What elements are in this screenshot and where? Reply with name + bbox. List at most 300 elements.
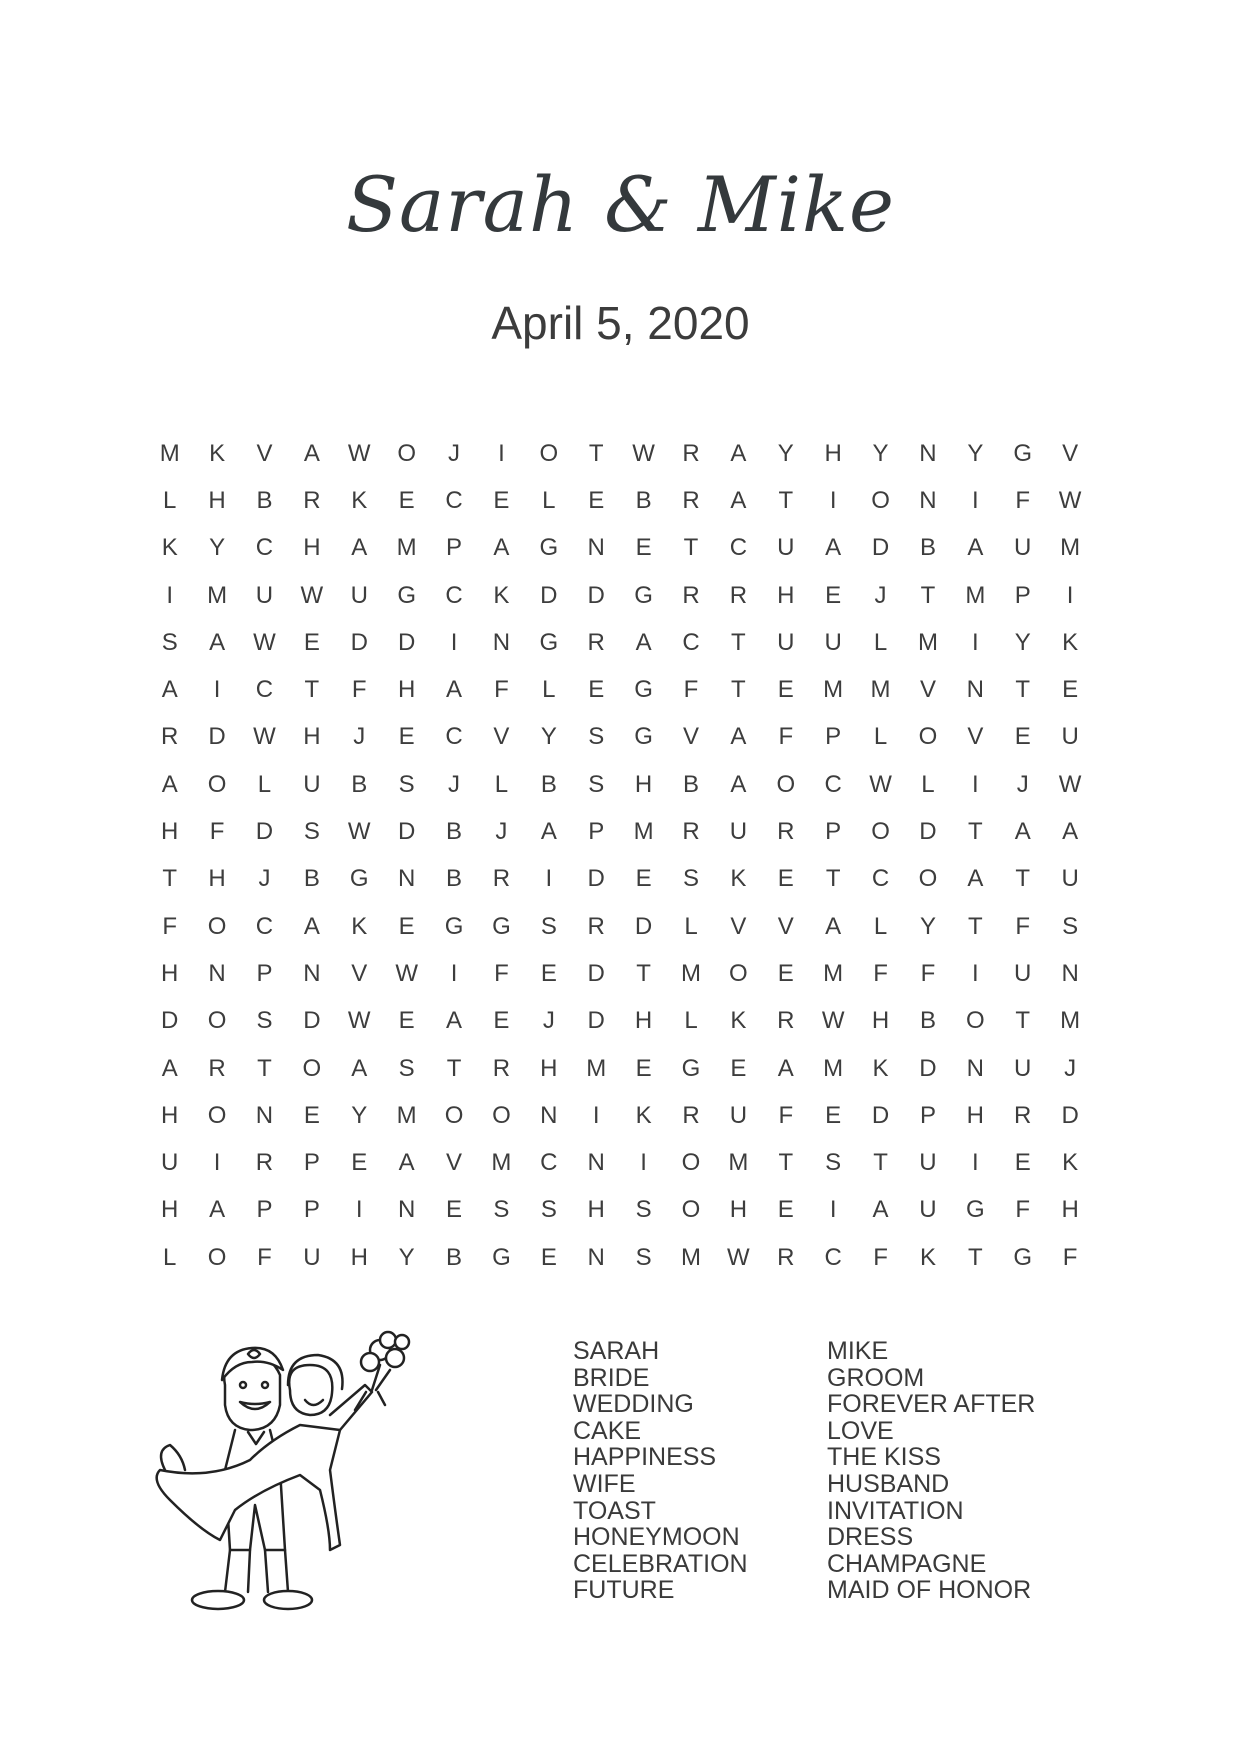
grid-letter: E xyxy=(777,1196,794,1224)
grid-letter: K xyxy=(1062,1149,1079,1177)
grid-letter: W xyxy=(869,770,892,798)
grid-letter: I xyxy=(498,439,505,467)
grid-letter: R xyxy=(303,486,321,514)
grid-letter: E xyxy=(777,865,794,893)
grid-letter: T xyxy=(1015,676,1031,704)
grid-letter: C xyxy=(824,770,842,798)
word-list-column-1 xyxy=(573,1338,748,1604)
grid-letter: E xyxy=(398,486,415,514)
grid-letter: O xyxy=(681,1149,701,1177)
grid-letter: T xyxy=(731,628,746,656)
grid-letter: W xyxy=(347,439,371,467)
grid-letter: I xyxy=(450,959,458,987)
grid-letter: Y xyxy=(351,1101,368,1129)
grid-letter: A xyxy=(209,628,226,656)
grid-letter: S xyxy=(635,1243,652,1271)
grid-letter: O xyxy=(776,770,796,798)
grid-letter: E xyxy=(825,581,842,609)
grid-letter: M xyxy=(586,1054,607,1082)
word-list-item: TOAST xyxy=(573,1496,656,1525)
grid-letter: G xyxy=(444,912,464,940)
grid-letter: G xyxy=(492,912,511,940)
grid-letter: R xyxy=(777,1007,795,1035)
grid-letter: A xyxy=(1014,818,1031,846)
grid-letter: E xyxy=(825,1101,842,1129)
grid-letter: F xyxy=(257,1243,272,1271)
grid-letter: G xyxy=(1013,439,1033,467)
grid-letter: T xyxy=(257,1054,272,1082)
grid-letter: N xyxy=(492,628,511,656)
grid-letter: V xyxy=(777,912,794,940)
grid-letter: F xyxy=(1015,1196,1031,1224)
grid-letter: M xyxy=(396,1101,417,1129)
grid-letter: Y xyxy=(919,912,936,940)
grid-letter: N xyxy=(919,486,937,514)
grid-letter: D xyxy=(161,1007,179,1035)
grid-letter: N xyxy=(587,534,605,562)
grid-letter: N xyxy=(587,1243,605,1271)
grid-letter: E xyxy=(351,1149,368,1177)
grid-letter: T xyxy=(778,486,794,514)
grid-letter: V xyxy=(493,723,510,751)
grid-letter: U xyxy=(1014,1054,1032,1082)
grid-letter: B xyxy=(446,865,463,893)
grid-letter: A xyxy=(351,1054,368,1082)
grid-letter: U xyxy=(729,1101,748,1129)
grid-letter: I xyxy=(972,486,979,514)
grid-letter: E xyxy=(1062,676,1079,704)
grid-letter: F xyxy=(1015,486,1031,514)
grid-letter: L xyxy=(163,486,177,514)
grid-letter: A xyxy=(493,534,510,562)
grid-letter: T xyxy=(778,1149,794,1177)
word-list-column-2 xyxy=(827,1338,1035,1604)
grid-letter: L xyxy=(921,770,935,798)
grid-letter: F xyxy=(351,676,367,704)
grid-letter: E xyxy=(635,1054,652,1082)
grid-letter: W xyxy=(253,628,276,656)
word-list-item: DRESS xyxy=(827,1523,914,1552)
grid-letter: B xyxy=(540,770,557,798)
grid-letter: B xyxy=(635,486,652,514)
grid-letter: H xyxy=(397,676,416,704)
grid-letter: N xyxy=(540,1101,558,1129)
grid-letter: T xyxy=(588,439,604,467)
grid-letter: U xyxy=(161,1149,179,1177)
grid-letter: I xyxy=(829,1196,837,1224)
grid-letter: N xyxy=(919,439,937,467)
grid-letter: U xyxy=(1061,865,1079,893)
grid-letter: A xyxy=(446,1007,463,1035)
grid-letter: H xyxy=(634,1007,653,1035)
grid-letter: L xyxy=(257,770,272,798)
grid-letter: T xyxy=(683,534,699,562)
grid-letter: L xyxy=(494,770,509,798)
grid-letter: M xyxy=(491,1149,512,1177)
word-list-item: GROOM xyxy=(827,1363,925,1392)
grid-letter: G xyxy=(349,865,369,893)
grid-letter: C xyxy=(445,723,463,751)
couple-names-title: Sarah & Mike xyxy=(345,160,896,249)
grid-letter: O xyxy=(207,1007,227,1035)
grid-letter: O xyxy=(444,1101,464,1129)
grid-letter: U xyxy=(729,818,748,846)
grid-letter: M xyxy=(823,676,844,704)
grid-letter: P xyxy=(919,1101,936,1129)
grid-letter: E xyxy=(540,959,557,987)
grid-letter: T xyxy=(446,1054,462,1082)
grid-letter: S xyxy=(540,1196,557,1224)
grid-letter: E xyxy=(635,865,652,893)
grid-letter: A xyxy=(777,1054,794,1082)
grid-letter: B xyxy=(919,534,936,562)
grid-letter: E xyxy=(1014,723,1031,751)
grid-letter: U xyxy=(919,1196,937,1224)
grid-letter: O xyxy=(207,1101,227,1129)
grid-letter: O xyxy=(871,818,890,846)
grid-letter: H xyxy=(303,723,321,751)
grid-letter: W xyxy=(347,1007,371,1035)
grid-letter: R xyxy=(492,865,511,893)
grid-letter: M xyxy=(965,581,986,609)
grid-letter: E xyxy=(588,676,605,704)
grid-letter: R xyxy=(255,1149,274,1177)
grid-letter: K xyxy=(351,486,368,514)
word-list-item: BRIDE xyxy=(573,1363,650,1392)
grid-letter: U xyxy=(1061,723,1079,751)
grid-letter: T xyxy=(162,865,178,893)
grid-letter: I xyxy=(972,628,979,656)
grid-letter: S xyxy=(1062,912,1079,940)
grid-letter: S xyxy=(493,1196,510,1224)
grid-letter: H xyxy=(161,1196,179,1224)
word-list-item: INVITATION xyxy=(827,1496,964,1525)
grid-letter: I xyxy=(1066,581,1074,609)
grid-letter: U xyxy=(303,770,321,798)
grid-letter: D xyxy=(587,581,605,609)
word-list-item: HUSBAND xyxy=(827,1469,950,1498)
grid-letter: W xyxy=(253,723,276,751)
grid-letter: U xyxy=(777,534,795,562)
grid-letter: B xyxy=(919,1007,936,1035)
grid-letter: A xyxy=(540,818,557,846)
grid-letter: E xyxy=(398,723,415,751)
grid-letter: P xyxy=(256,1196,273,1224)
grid-letter: F xyxy=(683,676,699,704)
grid-letter: G xyxy=(539,628,559,656)
grid-letter: K xyxy=(351,912,368,940)
grid-letter: T xyxy=(968,1243,983,1271)
bride-groom-illustration xyxy=(140,1330,460,1630)
grid-letter: D xyxy=(303,1007,321,1035)
grid-letter: Y xyxy=(540,723,557,751)
grid-letter: D xyxy=(540,581,558,609)
grid-letter: M xyxy=(917,628,938,656)
grid-letter: S xyxy=(540,912,557,940)
grid-letter: A xyxy=(825,534,842,562)
grid-letter: N xyxy=(397,1196,416,1224)
grid-letter: J xyxy=(448,770,461,798)
grid-letter: Y xyxy=(209,534,226,562)
grid-letter: W xyxy=(821,1007,845,1035)
grid-letter: N xyxy=(397,865,416,893)
grid-letter: O xyxy=(966,1007,985,1035)
grid-letter: G xyxy=(492,1243,511,1271)
grid-letter: Y xyxy=(777,439,794,467)
grid-letter: G xyxy=(634,676,653,704)
grid-letter: O xyxy=(918,723,938,751)
grid-letter: W xyxy=(727,1243,750,1271)
grid-letter: E xyxy=(635,534,652,562)
grid-letter: I xyxy=(972,770,979,798)
word-list-item: WEDDING xyxy=(573,1390,694,1419)
grid-letter: L xyxy=(684,1007,698,1035)
word-list-item: FUTURE xyxy=(573,1576,675,1605)
grid-letter: D xyxy=(919,818,937,846)
grid-letter: R xyxy=(682,1101,700,1129)
grid-letter: W xyxy=(300,581,324,609)
grid-letter: M xyxy=(1060,534,1081,562)
grid-letter: B xyxy=(351,770,368,798)
grid-letter: P xyxy=(256,959,273,987)
grid-letter: O xyxy=(539,439,559,467)
grid-letter: N xyxy=(208,959,226,987)
grid-letter: S xyxy=(398,1054,415,1082)
grid-letter: R xyxy=(729,581,748,609)
word-list-item: SARAH xyxy=(573,1337,660,1365)
grid-letter: E xyxy=(1014,1149,1031,1177)
grid-letter: E xyxy=(588,486,605,514)
grid-letter: V xyxy=(967,723,984,751)
grid-letter: L xyxy=(873,912,888,940)
grid-letter: W xyxy=(632,439,655,467)
grid-letter: N xyxy=(1061,959,1079,987)
grid-letter: U xyxy=(255,581,274,609)
grid-letter: D xyxy=(587,865,605,893)
grid-letter: H xyxy=(208,486,226,514)
grid-letter: I xyxy=(972,1149,979,1177)
word-list-item: CELEBRATION xyxy=(573,1549,748,1578)
grid-letter: N xyxy=(966,1054,984,1082)
grid-letter: F xyxy=(1062,1243,1078,1271)
grid-letter: S xyxy=(256,1007,273,1035)
grid-letter: E xyxy=(303,628,320,656)
grid-letter: E xyxy=(446,1196,463,1224)
grid-letter: T xyxy=(968,912,983,940)
grid-letter: W xyxy=(347,818,371,846)
grid-letter: M xyxy=(396,534,417,562)
grid-letter: J xyxy=(258,865,271,893)
grid-letter: C xyxy=(824,1243,842,1271)
grid-letter: A xyxy=(635,628,652,656)
grid-letter: J xyxy=(874,581,887,609)
grid-letter: V xyxy=(682,723,699,751)
grid-letter: R xyxy=(492,1054,511,1082)
word-list-item: CAKE xyxy=(573,1416,642,1445)
word-list-item: WIFE xyxy=(573,1469,636,1498)
grid-letter: J xyxy=(542,1007,555,1035)
grid-letter: A xyxy=(161,1054,178,1082)
grid-letter: H xyxy=(161,959,179,987)
grid-letter: J xyxy=(495,818,508,846)
grid-letter: N xyxy=(255,1101,274,1129)
grid-letter: E xyxy=(777,676,794,704)
grid-letter: A xyxy=(161,770,178,798)
grid-letter: I xyxy=(213,676,221,704)
grid-letter: C xyxy=(255,534,274,562)
grid-letter: E xyxy=(398,912,415,940)
grid-letter: L xyxy=(542,676,556,704)
grid-letter: R xyxy=(161,723,179,751)
grid-letter: C xyxy=(540,1149,558,1177)
grid-letter: D xyxy=(587,959,605,987)
grid-letter: Y xyxy=(398,1243,415,1271)
grid-letter: L xyxy=(542,486,556,514)
grid-letter: I xyxy=(213,1149,221,1177)
grid-letter: R xyxy=(587,912,605,940)
grid-letter: K xyxy=(730,1007,747,1035)
grid-letter: C xyxy=(729,534,748,562)
grid-letter: H xyxy=(634,770,653,798)
grid-letter: H xyxy=(161,1101,179,1129)
grid-letter: B xyxy=(303,865,320,893)
grid-letter: U xyxy=(303,1243,321,1271)
grid-letter: M xyxy=(1060,1007,1081,1035)
grid-letter: T xyxy=(1015,1007,1031,1035)
grid-letter: S xyxy=(303,818,320,846)
grid-letter: U xyxy=(919,1149,937,1177)
grid-letter: G xyxy=(966,1196,985,1224)
grid-letter: R xyxy=(777,1243,795,1271)
grid-letter: F xyxy=(873,1243,888,1271)
grid-letter: A xyxy=(967,865,984,893)
grid-letter: T xyxy=(1015,865,1031,893)
grid-letter: W xyxy=(1058,486,1082,514)
grid-letter: H xyxy=(303,534,321,562)
grid-letter: T xyxy=(304,676,320,704)
grid-letter: Y xyxy=(872,439,889,467)
grid-letter: A xyxy=(730,439,747,467)
grid-letter: J xyxy=(1016,770,1029,798)
word-list-item: CHAMPAGNE xyxy=(827,1549,987,1578)
grid-letter: E xyxy=(398,1007,415,1035)
grid-letter: D xyxy=(350,628,368,656)
grid-letter: P xyxy=(825,818,842,846)
grid-letter: R xyxy=(587,628,605,656)
grid-letter: G xyxy=(634,581,653,609)
grid-letter: K xyxy=(872,1054,889,1082)
grid-letter: M xyxy=(823,959,844,987)
grid-letter: V xyxy=(446,1149,463,1177)
grid-letter: S xyxy=(588,770,605,798)
grid-letter: F xyxy=(873,959,888,987)
grid-letter: O xyxy=(492,1101,511,1129)
grid-letter: E xyxy=(493,1007,510,1035)
grid-letter: M xyxy=(633,818,654,846)
grid-letter: S xyxy=(825,1149,842,1177)
grid-letter: A xyxy=(161,676,178,704)
grid-letter: S xyxy=(161,628,178,656)
word-list-item: HAPPINESS xyxy=(573,1443,717,1472)
grid-letter: S xyxy=(635,1196,652,1224)
grid-letter: N xyxy=(966,676,984,704)
grid-letter: L xyxy=(163,1243,177,1271)
grid-letter: J xyxy=(448,439,461,467)
word-list-item: LOVE xyxy=(827,1416,894,1445)
grid-letter: M xyxy=(680,959,701,987)
grid-letter: D xyxy=(1061,1101,1079,1129)
grid-letter: U xyxy=(1014,534,1032,562)
grid-letter: M xyxy=(159,439,180,467)
grid-letter: F xyxy=(162,912,178,940)
grid-letter: E xyxy=(303,1101,320,1129)
grid-letter: N xyxy=(303,959,321,987)
grid-letter: O xyxy=(918,865,938,893)
word-list-item: MIKE xyxy=(827,1337,889,1365)
grid-letter: I xyxy=(829,486,837,514)
grid-letter: E xyxy=(540,1243,557,1271)
grid-letter: I xyxy=(972,959,979,987)
grid-letter: P xyxy=(303,1196,320,1224)
grid-letter: L xyxy=(873,628,888,656)
grid-letter: A xyxy=(303,912,320,940)
grid-letter: I xyxy=(450,628,458,656)
grid-letter: H xyxy=(208,865,226,893)
grid-letter: W xyxy=(395,959,418,987)
grid-letter: D xyxy=(255,818,274,846)
grid-letter: D xyxy=(919,1054,937,1082)
grid-letter: T xyxy=(636,959,651,987)
grid-letter: T xyxy=(825,865,841,893)
word-list-item: FOREVER AFTER xyxy=(827,1390,1036,1419)
grid-letter: K xyxy=(1062,628,1079,656)
grid-letter: Y xyxy=(967,439,984,467)
grid-letter: A xyxy=(398,1149,415,1177)
grid-letter: C xyxy=(255,676,274,704)
grid-letter: K xyxy=(919,1243,936,1271)
grid-letter: B xyxy=(256,486,273,514)
grid-letter: H xyxy=(1061,1196,1079,1224)
grid-letter: A xyxy=(351,534,368,562)
grid-letter: T xyxy=(968,818,983,846)
wedding-date: April 5, 2020 xyxy=(491,297,750,349)
grid-letter: R xyxy=(1014,1101,1032,1129)
grid-letter: B xyxy=(682,770,699,798)
grid-letter: F xyxy=(920,959,936,987)
grid-letter: S xyxy=(398,770,415,798)
grid-letter: G xyxy=(681,1054,701,1082)
grid-letter: I xyxy=(640,1149,647,1177)
grid-letter: A xyxy=(730,770,747,798)
grid-letter: J xyxy=(1064,1054,1077,1082)
grid-letter: P xyxy=(446,534,463,562)
grid-letter: K xyxy=(635,1101,652,1129)
grid-letter: B xyxy=(446,1243,463,1271)
grid-letter: D xyxy=(634,912,653,940)
grid-letter: D xyxy=(397,818,416,846)
grid-letter: E xyxy=(777,959,794,987)
grid-letter: V xyxy=(351,959,368,987)
grid-letter: O xyxy=(681,1196,701,1224)
grid-letter: U xyxy=(777,628,795,656)
grid-letter: I xyxy=(545,865,553,893)
grid-letter: R xyxy=(682,581,700,609)
grid-letter: O xyxy=(397,439,416,467)
grid-letter: M xyxy=(680,1243,701,1271)
grid-letter: H xyxy=(871,1007,890,1035)
grid-letter: F xyxy=(494,959,509,987)
grid-letter: H xyxy=(729,1196,748,1224)
